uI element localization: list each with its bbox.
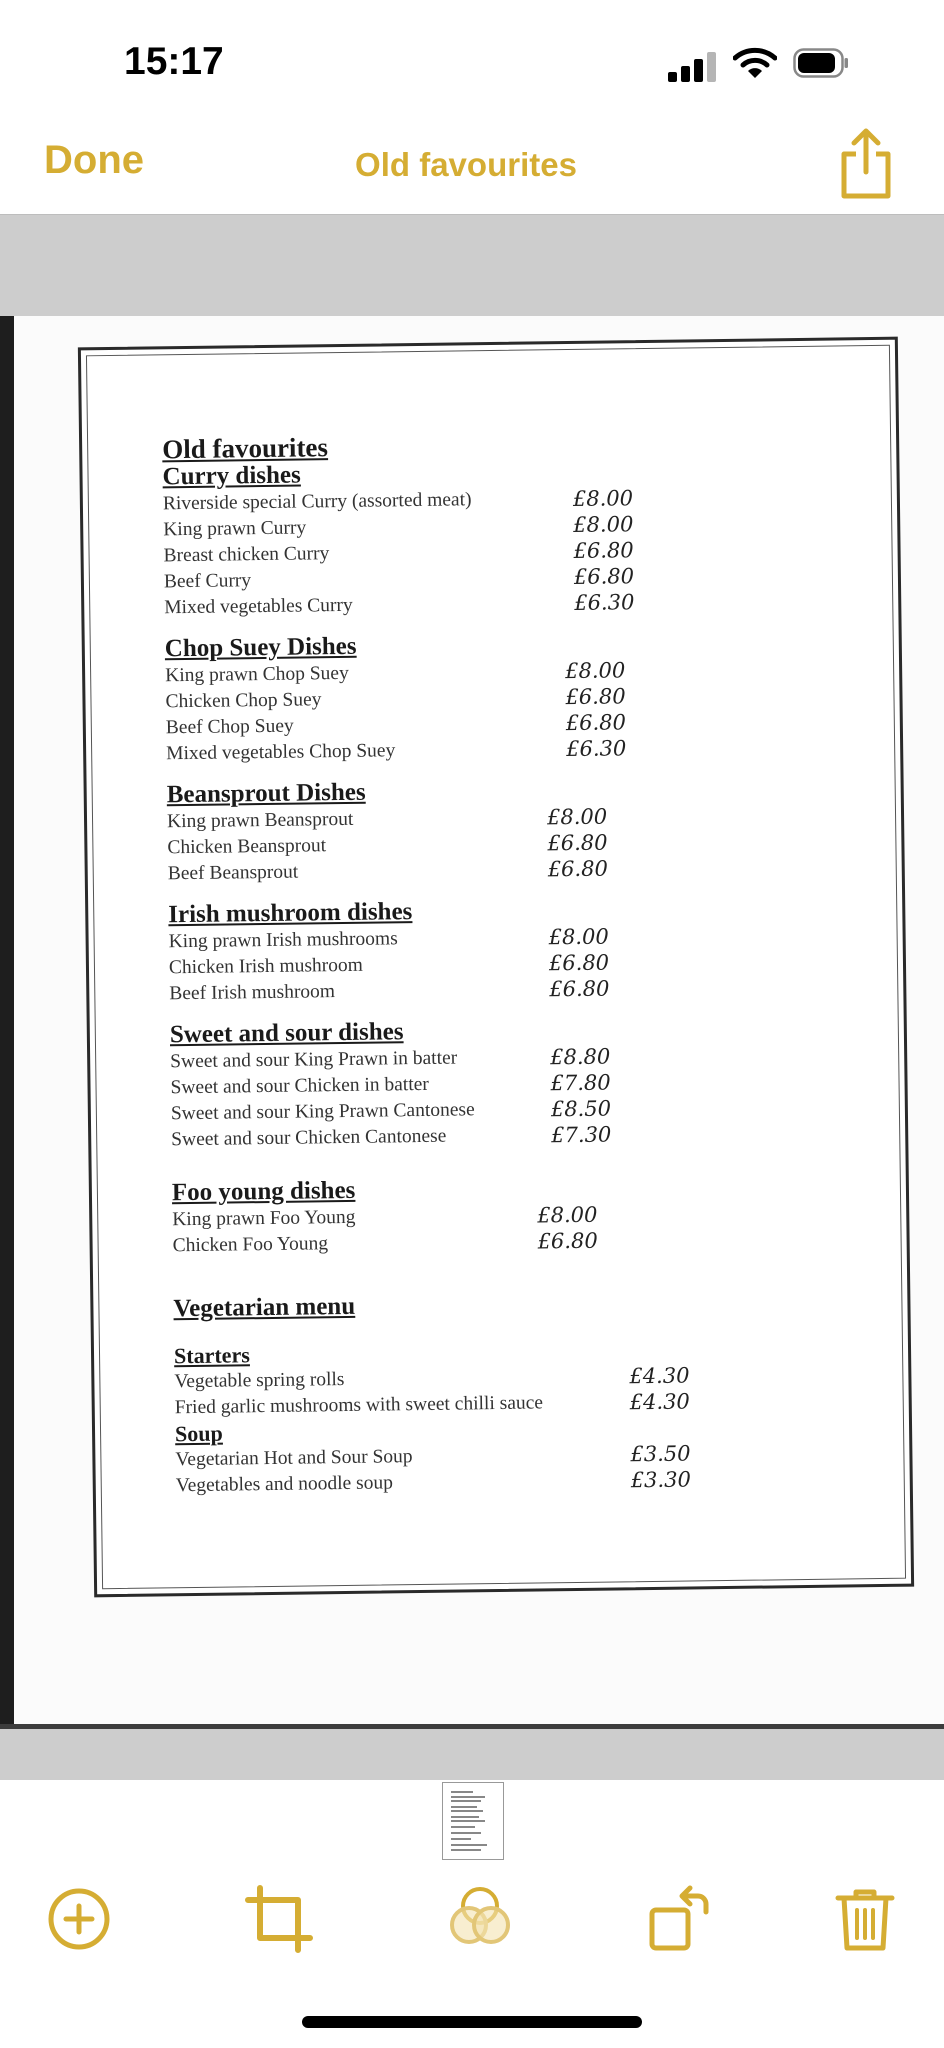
document-title: Old favourites xyxy=(161,432,329,465)
item-price: £4.30 xyxy=(629,1389,690,1415)
rotate-icon[interactable] xyxy=(644,1884,714,1954)
home-indicator xyxy=(302,2016,642,2028)
bottom-toolbar xyxy=(0,1864,944,1984)
item-price: £4.30 xyxy=(629,1363,690,1389)
menu-item xyxy=(163,534,863,569)
item-price: £7.80 xyxy=(550,1070,611,1096)
add-icon[interactable] xyxy=(44,1884,114,1954)
menu-item xyxy=(169,946,869,981)
menu-item xyxy=(169,972,869,1007)
top-gray-band xyxy=(0,214,944,317)
menu-content xyxy=(162,426,876,1513)
menu-item xyxy=(172,1198,872,1233)
item-name: Beef Beansprout xyxy=(167,861,299,885)
menu-item xyxy=(165,654,865,689)
menu-item xyxy=(174,1360,874,1395)
item-price: £8.00 xyxy=(548,924,609,950)
item-name: King prawn Chop Suey xyxy=(165,662,349,687)
menu-item xyxy=(167,800,867,835)
section-heading: Beansprout Dishes xyxy=(166,778,366,809)
item-price: £8.00 xyxy=(573,512,634,537)
item-name: Sweet and sour Chicken Cantonese xyxy=(171,1125,447,1151)
status-time: 15:17 xyxy=(124,40,224,83)
vegetarian-section xyxy=(173,1286,876,1499)
section-heading: Foo young dishes xyxy=(171,1176,356,1207)
item-name: Mixed vegetables Chop Suey xyxy=(166,740,396,765)
item-name: King prawn Beansprout xyxy=(166,808,354,833)
item-name: Vegetable spring rolls xyxy=(174,1369,345,1393)
item-price: £6.80 xyxy=(573,564,635,589)
menu-item xyxy=(164,586,864,621)
item-name: Fried garlic mushrooms with sweet chilli sauce xyxy=(174,1392,544,1419)
sub-heading: Starters xyxy=(173,1342,250,1369)
menu-item xyxy=(166,706,866,741)
menu-item xyxy=(171,1118,871,1153)
item-price: £6.80 xyxy=(547,830,608,856)
menu-section xyxy=(170,1012,872,1153)
item-name: King prawn Foo Young xyxy=(172,1206,356,1231)
bottom-gray-band xyxy=(0,1729,944,1780)
section-heading: Sweet and sour dishes xyxy=(169,1018,404,1049)
status-bar xyxy=(0,0,944,110)
item-name: Vegetarian Hot and Sour Soup xyxy=(175,1446,413,1471)
item-price: £8.00 xyxy=(546,804,608,830)
item-price: £6.80 xyxy=(565,684,626,710)
item-name: Beef Irish mushroom xyxy=(169,981,336,1005)
item-name: Vegetables and noodle soup xyxy=(175,1472,394,1497)
item-price: £6.30 xyxy=(574,590,635,615)
menu-section xyxy=(172,1170,873,1259)
item-price: £7.30 xyxy=(551,1122,612,1148)
done-button[interactable]: Done xyxy=(44,138,144,182)
scan-edge xyxy=(0,316,14,1728)
menu-item xyxy=(170,1040,870,1075)
menu-item xyxy=(166,732,866,767)
item-price: £8.00 xyxy=(564,658,626,684)
item-price: £6.80 xyxy=(537,1228,598,1254)
menu-item xyxy=(175,1438,875,1473)
item-price: £8.80 xyxy=(550,1044,611,1070)
menu-item xyxy=(175,1386,875,1421)
menu-item xyxy=(170,1066,870,1101)
item-price: £3.50 xyxy=(630,1441,691,1467)
item-name: Mixed vegetables Curry xyxy=(164,594,353,619)
item-price: £6.80 xyxy=(573,538,634,563)
menu-item xyxy=(163,482,863,517)
trash-icon[interactable] xyxy=(830,1884,900,1954)
menu-section xyxy=(167,772,868,887)
item-name: King prawn Irish mushrooms xyxy=(168,928,398,953)
item-name: Chicken Foo Young xyxy=(172,1233,329,1257)
menu-item xyxy=(176,1464,876,1499)
item-price: £8.50 xyxy=(550,1096,612,1122)
sub-heading: Soup xyxy=(174,1420,223,1447)
item-price: £6.80 xyxy=(565,710,627,736)
item-name: Sweet and sour Chicken in batter xyxy=(170,1073,429,1099)
menu-item xyxy=(168,920,868,955)
share-icon[interactable] xyxy=(836,126,896,202)
item-price: £6.80 xyxy=(548,950,610,976)
menu-section xyxy=(162,454,864,621)
thumbnail-strip xyxy=(0,1780,944,1864)
item-price: £8.00 xyxy=(572,486,634,511)
item-name: Chicken Irish mushroom xyxy=(168,954,364,979)
menu-item xyxy=(165,680,865,715)
wifi-icon xyxy=(733,46,777,80)
item-name: Chicken Beansprout xyxy=(167,835,327,859)
section-heading: Vegetarian menu xyxy=(173,1292,356,1323)
item-name: Breast chicken Curry xyxy=(163,543,330,567)
page-thumbnail[interactable] xyxy=(442,1782,504,1860)
item-price: £8.00 xyxy=(537,1202,598,1228)
page-title xyxy=(0,146,944,184)
filter-icon[interactable] xyxy=(444,1884,514,1954)
item-price: £6.80 xyxy=(549,976,610,1002)
section-heading: Curry dishes xyxy=(162,461,301,491)
item-name: Sweet and sour King Prawn in batter xyxy=(170,1047,458,1073)
item-price: £6.30 xyxy=(565,736,627,762)
menu-item xyxy=(163,508,863,543)
menu-item xyxy=(172,1224,872,1259)
section-heading: Chop Suey Dishes xyxy=(164,632,357,663)
item-price: £6.80 xyxy=(547,856,609,882)
item-name: Beef Curry xyxy=(163,570,252,593)
menu-section xyxy=(168,892,869,1007)
item-name: Chicken Chop Suey xyxy=(165,689,322,713)
page-title-text: Old favourites xyxy=(355,146,577,183)
battery-icon xyxy=(793,48,849,78)
item-price: £3.30 xyxy=(630,1467,692,1493)
item-name: Beef Chop Suey xyxy=(165,715,294,739)
item-name: Riverside special Curry (assorted meat) xyxy=(162,489,472,515)
nav-bar xyxy=(0,110,944,214)
menu-item xyxy=(171,1092,871,1127)
menu-document xyxy=(78,337,914,1598)
crop-icon[interactable] xyxy=(244,1884,314,1954)
section-heading: Irish mushroom dishes xyxy=(168,898,413,929)
menu-section xyxy=(165,626,867,767)
item-name: King prawn Curry xyxy=(163,517,307,541)
menu-item xyxy=(164,560,864,595)
cellular-signal-icon xyxy=(668,52,716,82)
item-name: Sweet and sour King Prawn Cantonese xyxy=(170,1099,475,1125)
menu-item xyxy=(167,826,867,861)
menu-item xyxy=(168,852,868,887)
